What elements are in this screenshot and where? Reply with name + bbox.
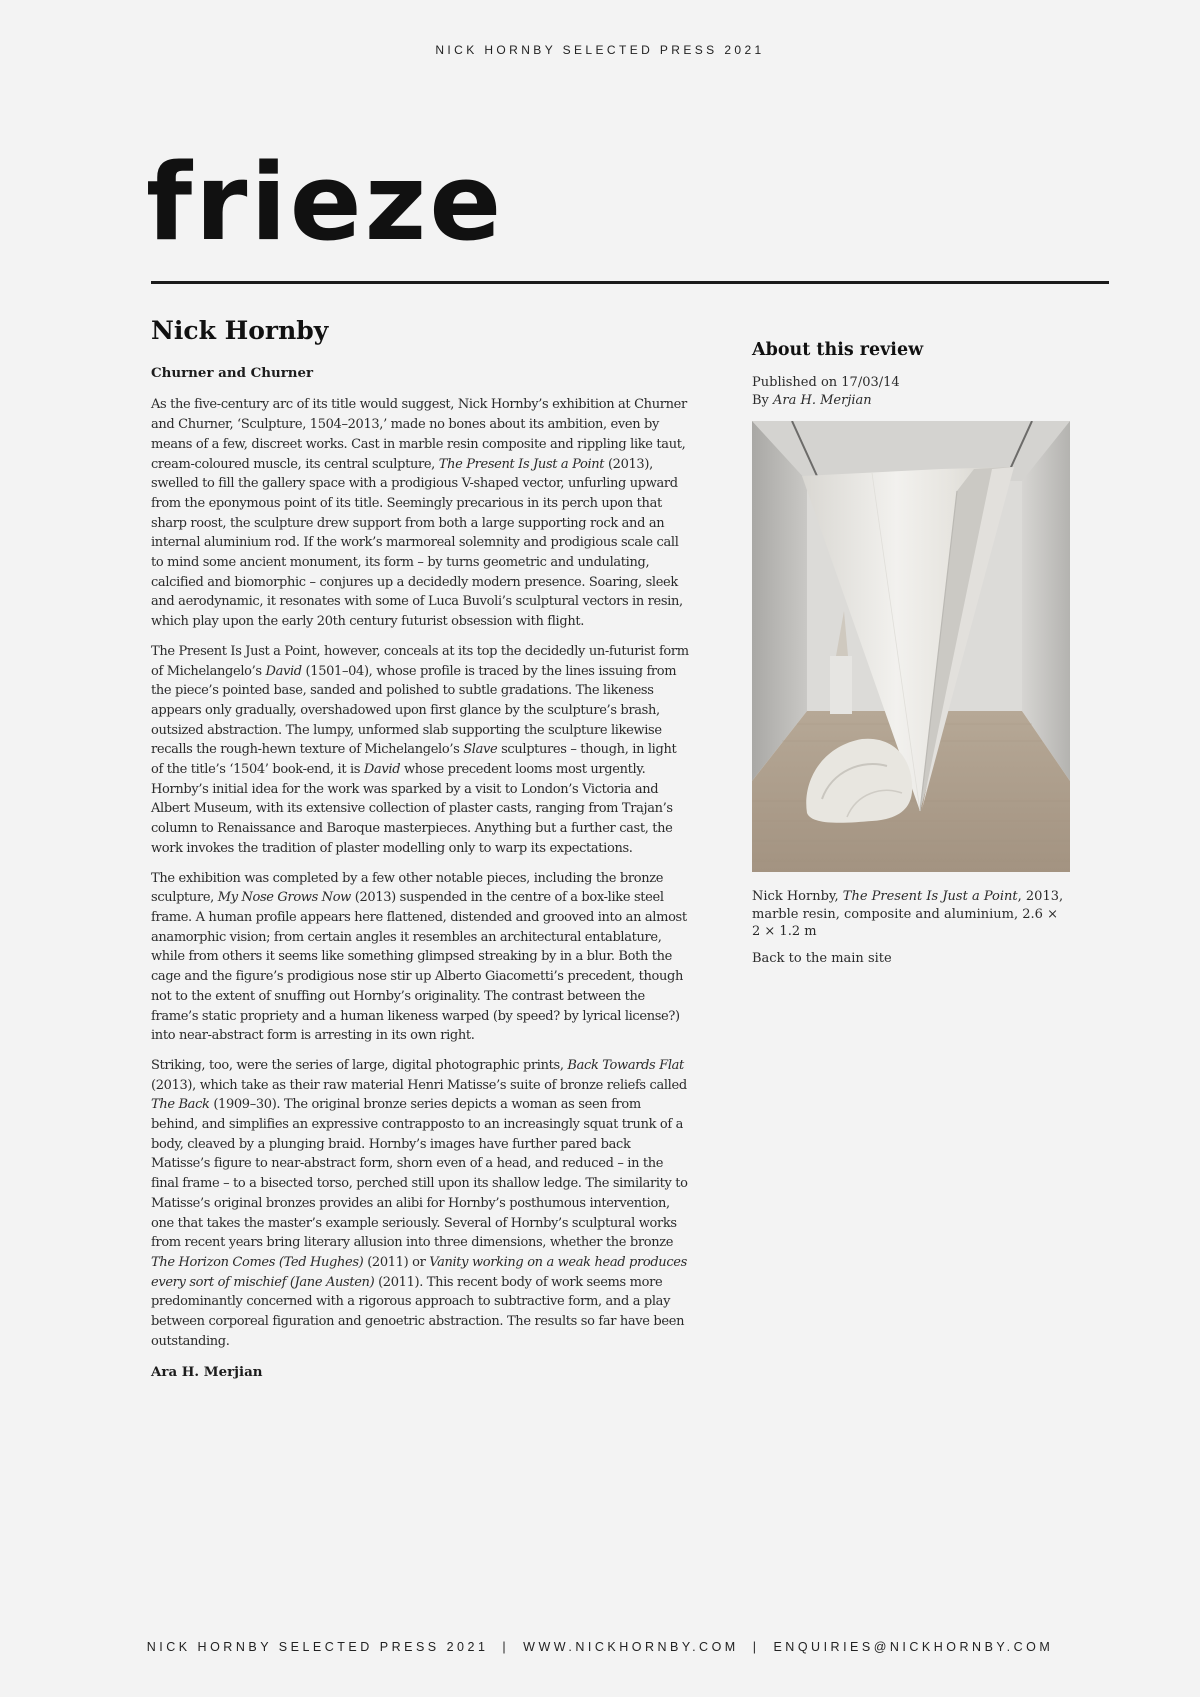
article-author: Ara H. Merjian xyxy=(151,1364,263,1381)
about-sidebar xyxy=(752,340,1070,966)
article xyxy=(151,316,690,1380)
about-title: About this review xyxy=(752,340,924,360)
footer-email: ENQUIRIES@NICKHORNBY.COM xyxy=(773,1640,1054,1654)
frieze-logo: frieze xyxy=(146,141,505,264)
footer-website: WWW.NICKHORNBY.COM xyxy=(523,1640,739,1654)
photo-caption: Nick Hornby, The Present Is Just a Point, 2013, marble resin, composite and aluminium, 2.6 × 2 × 1.2 m xyxy=(752,889,1064,939)
article-title: Nick Hornby xyxy=(151,316,329,345)
article-paragraph: As the five-century arc of its title would suggest, Nick Hornby’s exhibition at Churner and Churner, ‘Sculpture, 1504–2013,’ made no bones about its ambition, even by means of a few, discreet works. Cast in marble resin composite and rippling like taut, cream-coloured muscle, its central sculpture, The Present Is Just a Point (2013), swelled to fill the gallery space with a prodigious V-shaped vector, unfurling upward from the eponymous point of its title. Seemingly precarious in its perch upon that sharp roost, the sculpture drew support from both a large supporting rock and an internal aluminium rod. If the work’s marmoreal solemnity and prodigious scale call to mind some ancient monument, its form – by turns geometric and undulating, calcified and biomorphic – conjures up a decidedly modern presence. Soaring, sleek and aerodynamic, it resonates with some of Luca Buvoli’s sculptural vectors in resin, which play upon the early 20th century futurist obsession with flight. xyxy=(151,397,687,630)
review-byline xyxy=(752,392,1070,410)
published-date: Published on 17/03/14 xyxy=(752,375,900,390)
byline-prefix: By xyxy=(752,392,774,408)
footer-press: NICK HORNBY SELECTED PRESS 2021 xyxy=(146,1640,489,1654)
byline-author: Ara H. Merjian xyxy=(773,392,872,408)
article-paragraph: The exhibition was completed by a few other notable pieces, including the bronze sculpture, My Nose Grows Now (2013) suspended in the centre of a box-like steel frame. A human profile appears here flattened, distended and grooved into an almost anamorphic vision; from certain angles it resembles an architectural entablature, while from others it seems like something glimpsed streaking by in a blur. Both the cage and the figure’s prodigious nose stir up Alberto Giacometti’s precedent, though not to the extent of snuffing out Hornby’s originality. The contrast between the frame’s static propriety and a human likeness warped (by speed? by lyrical license?) into near-abstract form is arresting in its own right. xyxy=(151,870,687,1044)
footer-separator: | xyxy=(752,1640,760,1654)
header-divider xyxy=(151,281,1109,284)
article-paragraph: The Present Is Just a Point, however, conceals at its top the decidedly un-futurist form of Michelangelo’s David (1501–04), whose profile is traced by the lines issuing from the piece’s pointed base, sanded and polished to subtle gradations. The likeness appears only gradually, overshadowed upon first glance by the sculpture’s brash, outsized abstraction. The lumpy, unformed slab supporting the sculpture likewise recalls the rough-hewn texture of Michelangelo’s Slave sculptures – though, in light of the title’s ‘1504’ book-end, it is David whose precedent looms most urgently. Hornby’s initial idea for the work was sparked by a visit to London’s Victoria and Albert Museum, with its extensive collection of plaster casts, ranging from Trajan’s column to Renaissance and Baroque masterpieces. Anything but a further cast, the work invokes the tradition of plaster modelling only to warp its expectations. xyxy=(151,643,689,856)
page-header: NICK HORNBY SELECTED PRESS 2021 xyxy=(435,43,765,57)
sculpture-photo xyxy=(752,421,1070,872)
article-subtitle: Churner and Churner xyxy=(151,365,314,381)
footer-separator: | xyxy=(502,1640,510,1654)
article-paragraph: Striking, too, were the series of large, digital photographic prints, Back Towards Flat (2013), which take as their raw material Henri Matisse’s suite of bronze reliefs called The Back (1909–30). The original bronze series depicts a woman as seen from behind, and simplifies an expressive contrapposto to an increasingly squat trunk of a body, cleaved by a plunging braid. Hornby’s images have further pared back Matisse’s figure to near-abstract form, shorn even of a head, and reduced – in the final frame – to a bisected torso, perched still upon its shallow ledge. The similarity to Matisse’s original bronzes provides an alibi for Hornby’s posthumous intervention, one that takes the master’s example seriously. Several of Hornby’s sculptural works from recent years bring literary allusion into three dimensions, whether the bronze The Horizon Comes (Ted Hughes) (2011) or Vanity working on a weak head produces every sort of mischief (Jane Austen) (2011). This recent body of work seems more predominantly concerned with a rigorous approach to subtractive form, and a play between corporeal figuration and genoetric abstraction. The results so far have been outstanding. xyxy=(151,1057,688,1349)
page-footer xyxy=(0,1640,1200,1654)
back-to-main-site-link[interactable]: Back to the main site xyxy=(752,950,892,966)
